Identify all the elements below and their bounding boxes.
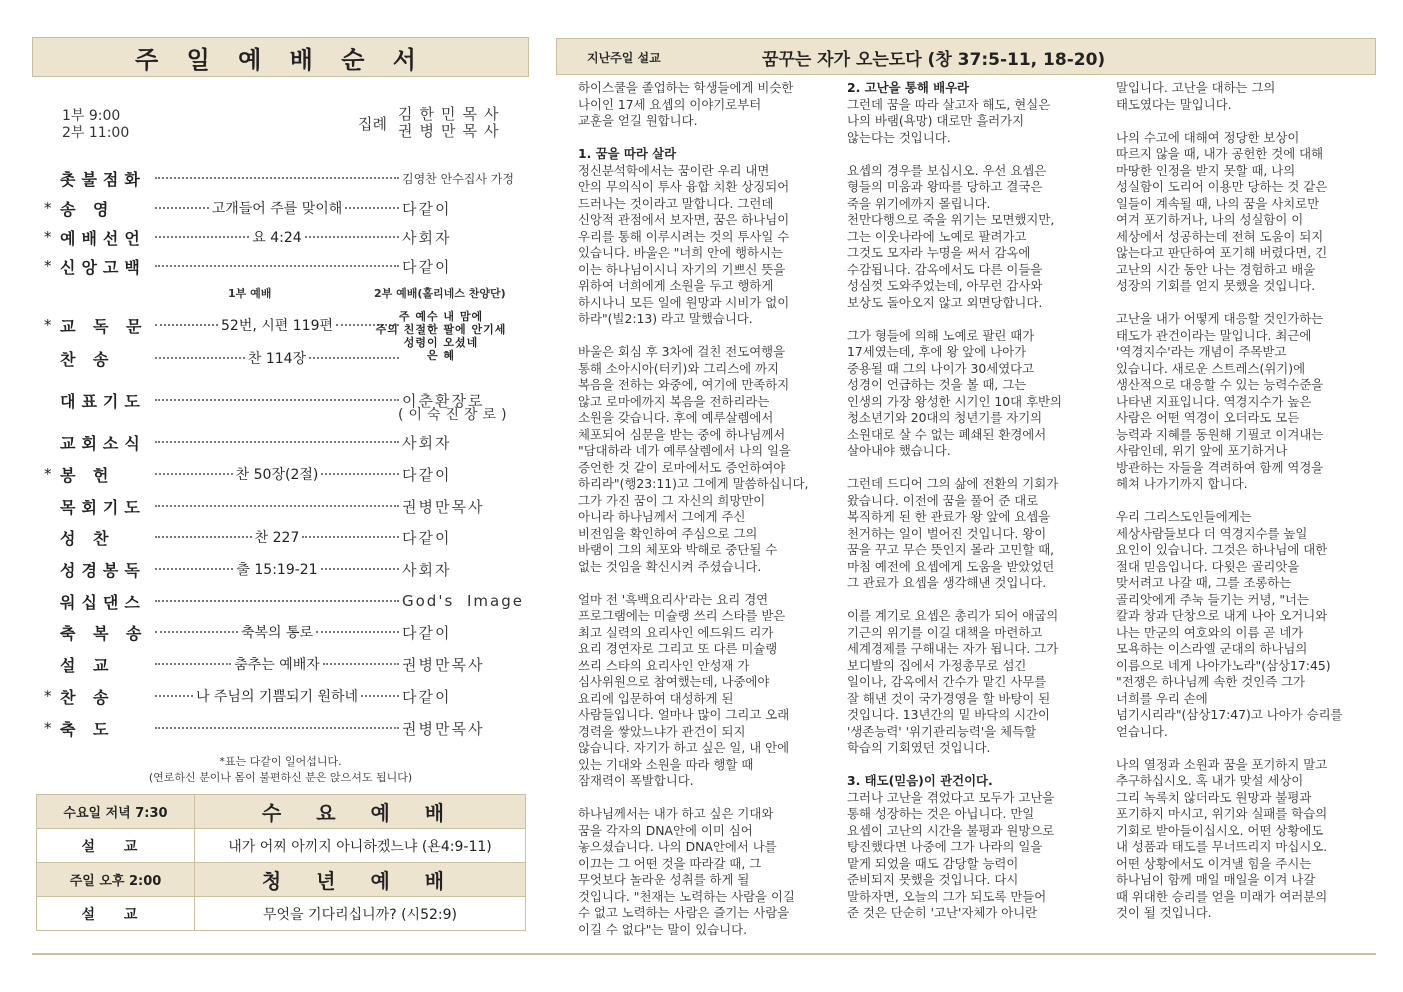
worship-order-title: 주 일 예 배 순 서 bbox=[32, 37, 529, 77]
sermon-column-3 bbox=[1116, 80, 1366, 938]
order-item-person: 다같이 bbox=[402, 199, 452, 218]
order-row bbox=[44, 587, 524, 615]
order-row bbox=[44, 618, 524, 646]
stand-marker: * bbox=[44, 228, 52, 246]
order-item-label: 대표기도 bbox=[60, 391, 146, 411]
order-item-label: 축 도 bbox=[60, 719, 115, 739]
sermon-paragraph: 그런데 꿈을 따라 살고자 해도, 현실은 나의 바램(욕망) 대로만 흘러가지 않는다는 것입니다. bbox=[847, 96, 1051, 145]
sermon-paragraph: 고난을 내가 어떻게 대응할 것인가하는 태도가 관건이라는 말입니다. 최근에 '역경지수'라는 개념이 주목받고 있습니다. 새로운 스트레스(위기)에 생산적으로 대응할 수 있는 능력수준을 나타낸 지표입니다. 역경지수가 높은 사람은 어떤 역경이 오더라도 모든 능력과 지혜를 동원해 기필코 이겨내는 사람인데, 위기 앞에 포기하거나 방관하는 자들을 격려하여 함께 역경을 헤쳐 나가기까지 합니다. bbox=[1116, 311, 1324, 491]
dotted-leader bbox=[323, 663, 399, 665]
youth-service-title: 청 년 예 배 bbox=[195, 863, 526, 897]
order-item-label: 성 찬 bbox=[60, 528, 115, 548]
second-service-line: 주 예수 내 맘에 bbox=[398, 310, 484, 323]
order-row bbox=[44, 460, 524, 488]
dotted-leader bbox=[155, 207, 209, 209]
order-item-detail: 요 4:24 bbox=[252, 230, 302, 246]
wednesday-service-title: 수 요 예 배 bbox=[195, 795, 526, 829]
leader-names bbox=[398, 106, 505, 140]
sermon-title: 꿈꾸는 자가 오는도다 (창 37:5-11, 18-20) bbox=[762, 50, 1106, 70]
sermon-column-2 bbox=[847, 80, 1099, 938]
dotted-leader bbox=[305, 236, 399, 238]
youth-sermon-label: 설 교 bbox=[37, 897, 195, 931]
sermon-section-heading: 1. 꿈을 따라 살라 bbox=[578, 146, 677, 161]
stand-marker: * bbox=[44, 719, 52, 737]
order-item-person: 권병만목사 bbox=[402, 655, 485, 674]
order-item-person: 다같이 bbox=[402, 465, 452, 484]
order-item-label: 교 독 문 bbox=[60, 316, 148, 336]
order-row bbox=[44, 223, 524, 251]
order-item-person: 사회자 bbox=[402, 433, 452, 452]
sermon-paragraph: 얼마 전 '흑백요리사'라는 요리 경연 프로그램에는 미슐랭 쓰리 스타를 받은 최고 실력의 요리사인 에드워드 리가 요리 경연자로 그리고 또 다른 미슐랭 쓰리 스타의 요리사인 안성재 가 심사위원으로 참여했는데, 나중에야 요리에 입문하여 대성하게 된 사람들입니다. 얼마나 많이 그리고 오래 경력을 쌓았느냐가 관건이 되지 않습니다. 자기가 하고 싶은 일, 내 안에 있는 기대와 소원을 따라 행할 때 잠재력이 폭발합니다. bbox=[578, 591, 790, 788]
order-item-middle bbox=[152, 399, 402, 401]
order-item-middle bbox=[152, 464, 402, 484]
wednesday-sermon-label: 설 교 bbox=[37, 829, 195, 863]
order-item-detail: 나 주님의 기쁨되기 원하네 bbox=[195, 689, 359, 705]
sermon-paragraph: 말입니다. 고난을 대하는 그의 태도였다는 말입니다. bbox=[1116, 80, 1276, 112]
dotted-leader bbox=[155, 663, 231, 665]
order-item-middle bbox=[152, 505, 402, 507]
dotted-leader bbox=[316, 631, 399, 633]
leader-name-1: 김한민목사 bbox=[398, 105, 506, 123]
order-item-person: 다같이 bbox=[402, 623, 452, 642]
second-service-line: 성령이 오셨네 bbox=[403, 336, 479, 349]
sermon-paragraph: 그런데 드디어 그의 삶에 전환의 기회가 왔습니다. 이전에 꿈을 풀어 준 대로 복직하게 된 한 관료가 왕 앞에 요셉을 천거하는 일이 벌어진 것입니다. 왕이 꿈을 꾸고 무슨 뜻인지 몰라 고민할 때, 마침 예전에 요셉에게 도움을 받았었던 그 관료가 요셉을 생각해낸 것입니다. bbox=[847, 476, 1059, 590]
order-item-person: 이춘환장로 bbox=[402, 391, 485, 410]
sermon-paragraph: 우리 그리스도인들에게는 세상사람들보다 더 역경지수를 높일 요인이 있습니다. 그것은 하나님에 대한 절대 믿음입니다. 다윗은 골리앗을 맞서려고 나갈 때, 그를 조롱하는 골리앗에게 주눅 들기는 커녕, "너는 칼과 창과 단창으로 내게 나아 오거니와 나는 만군의 여호와의 이름 곧 네가 모욕하는 이스라엘 군대의 하나님의 이름으로 네게 나아가노라"(삼상17:45) "전쟁은 하나님께 속한 것인즉 그가 너희를 우리 손에 넘기시리라"(삼상17:47)고 나아가 승리를 얻습니다. bbox=[1116, 509, 1343, 739]
order-item-middle bbox=[152, 600, 402, 602]
order-item-person: 김영찬 안수집사 가정 bbox=[402, 171, 514, 186]
order-row bbox=[44, 650, 524, 678]
sermon-kicker: 지난주일 설교 bbox=[587, 51, 661, 65]
dotted-leader bbox=[155, 695, 193, 697]
order-item-label: 신앙고백 bbox=[60, 257, 146, 277]
dotted-leader bbox=[155, 631, 238, 633]
order-item-middle bbox=[152, 727, 402, 729]
standing-note: *표는 다같이 일어섭니다. bbox=[219, 755, 342, 768]
prayer-second-leader: (이숙진장로) bbox=[398, 407, 512, 423]
order-item-detail: 축복의 통로 bbox=[240, 625, 314, 641]
service-time-2: 2부 11:00 bbox=[62, 125, 130, 141]
order-item-detail: 출 15:19-21 bbox=[236, 562, 318, 578]
order-item-detail: 52번, 시편 119편 bbox=[221, 318, 333, 334]
stand-marker: * bbox=[44, 465, 52, 483]
order-item-person: 사회자 bbox=[402, 228, 452, 247]
order-item-label: 성경봉독 bbox=[60, 560, 146, 580]
second-service-line: 주의 친절한 팔에 안기세 bbox=[375, 323, 507, 336]
service-header-1: 1부 예배 bbox=[228, 287, 272, 300]
sermon-paragraph: 이를 계기로 요셉은 총리가 되어 애굽의 기근의 위기를 이길 대책을 마련하고 세계경제를 구해내는 자가 됩니다. 그가 보디발의 집에서 가정총무로 섬긴 일이나, 감옥에서 간수가 맡긴 사무를 잘 해낸 것이 국가경영을 할 바탕이 된 것입니다. 13년간의 밑 바닥의 시간이 '생존능력' '위기관리능력'을 체득할 학습의 기회였던 것입니다. bbox=[847, 608, 1059, 755]
order-item-middle bbox=[152, 227, 402, 247]
order-item-label: 목회기도 bbox=[60, 497, 146, 517]
leader-label: 집례 bbox=[358, 115, 387, 133]
dotted-leader bbox=[155, 505, 399, 507]
order-item-person: 권병만목사 bbox=[402, 497, 485, 516]
youth-sermon-title: 무엇을 기다리십니까? (시52:9) bbox=[195, 897, 526, 931]
sermon-paragraph: 바울은 회심 후 3차에 걸친 전도여행을 통해 소아시아(터키)와 그리스에 까지 복음을 전하는 와중에, 여기에 만족하지 않고 로마에까지 복음을 전하리라는 소원을 갖습니다. 후에 예루살렘에서 체포되어 심문을 받는 중에 하나님께서 "담대하라 네가 예루살렘에서 나의 일을 증언한 것 같이 로마에서도 증언하여야 하리라"(행23:11)고 그에게 말씀하십니다, 그가 가진 꿈이 그 자신의 희망만이 아니라 하나님께서 그에게 주신 비전임을 확인하여 주심으로 그의 바램이 그의 체포와 박해로 중단될 수 없는 것임을 확신시켜 주셨습니다. bbox=[578, 344, 809, 574]
order-item-label: 축 복 송 bbox=[60, 623, 148, 643]
order-item-person: God's Image bbox=[402, 592, 524, 610]
order-item-person: 다같이 bbox=[402, 687, 452, 706]
dotted-leader bbox=[155, 177, 399, 179]
youth-time: 주일 오후 2:00 bbox=[37, 863, 195, 897]
dotted-leader bbox=[155, 727, 399, 729]
order-item-detail: 찬 114장 bbox=[247, 351, 307, 367]
sermon-paragraph: 하나님께서는 내가 하고 싶은 기대와 꿈을 각자의 DNA안에 이미 심어 놓으셨습니다. 나의 DNA안에서 나를 이끄는 그 어떤 것을 따라갈 때, 그 무엇보다 놀라운 성취를 하게 될 것입니다. "천재는 노력하는 사람을 이길 수 없고 노력하는 사람은 즐기는 사람을 이길 수 없다"는 말이 있습니다. bbox=[578, 806, 795, 937]
order-item-label: 예배선언 bbox=[60, 228, 146, 248]
order-row bbox=[44, 714, 524, 742]
order-item-label: 촛불점화 bbox=[60, 169, 146, 189]
stand-marker: * bbox=[44, 687, 52, 705]
order-item-middle bbox=[152, 527, 402, 547]
dotted-leader bbox=[155, 536, 252, 538]
dotted-leader bbox=[321, 473, 399, 475]
order-item-middle bbox=[152, 654, 402, 674]
dotted-leader bbox=[155, 441, 399, 443]
dotted-leader bbox=[155, 399, 399, 401]
order-item-detail: 찬 227 bbox=[254, 530, 300, 546]
order-item-middle bbox=[152, 265, 402, 267]
dotted-leader bbox=[155, 357, 245, 359]
order-row bbox=[44, 523, 524, 551]
stand-marker: * bbox=[44, 257, 52, 275]
order-row bbox=[44, 194, 524, 222]
order-row bbox=[44, 252, 524, 280]
order-item-middle bbox=[152, 441, 402, 443]
leader-name-2: 권병만목사 bbox=[398, 122, 506, 140]
sermon-paragraph: 정신분석학에서는 꿈이란 우리 내면 안의 무의식이 투사 융합 치환 상징되어 드러나는 것이라고 말합니다. 그런데 신앙적 관점에서 보자면, 꿈은 하나님이 우리를 통해 이루시려는 것의 투사일 수 있습니다. 바울은 "너희 안에 행하시는 이는 하나님이시니 자기의 기쁘신 뜻을 위하여 너희에게 소원을 두고 행하게 하시나니 모든 일에 원망과 시비가 없이 하라"(빌2:13) 라고 말했습니다. bbox=[578, 162, 790, 326]
second-service-line: 은 혜 bbox=[426, 349, 456, 362]
order-item-person: 권병만목사 bbox=[402, 719, 485, 738]
sermon-paragraph: 나의 열정과 소원과 꿈을 포기하지 말고 추구하십시오. 혹 내가 맞설 세상이 그리 녹록치 않더라도 원망과 불평과 포기하지 마시고, 위기와 실패를 학습의 기회로 받아들이십시오. 어떤 상황에도 내 성품과 태도를 무너뜨리지 마십시오. 어떤 상황에서도 이겨낼 힘을 주시는 하나님이 함께 매일 매일을 이겨 나갈 때 위대한 승리를 얻을 미래가 여러분의 것이 될 것입니다. bbox=[1116, 756, 1328, 920]
dotted-leader bbox=[155, 236, 249, 238]
order-item-middle bbox=[152, 686, 402, 706]
wednesday-sermon-title: 내가 어찌 아끼지 아니하겠느냐 (욘4:9-11) bbox=[195, 829, 526, 863]
order-item-person: 다같이 bbox=[402, 257, 452, 276]
order-item-label: 찬 송 bbox=[60, 349, 115, 369]
sermon-paragraph: 그러나 고난을 겪었다고 모두가 고난을 통해 성장하는 것은 아닙니다. 만일 요셉이 고난의 시간을 불평과 원망으로 탕진했다면 나중에 그가 나라의 일을 맡게 되었을 때도 감당할 능력이 준비되지 못했을 것입니다. 다시 말하자면, 오늘의 그가 되도록 만들어 준 것은 단순히 '고난'자체가 아니란 bbox=[847, 789, 1055, 920]
other-services-table bbox=[36, 794, 526, 931]
sermon-header bbox=[556, 38, 1376, 75]
order-item-label: 워십댄스 bbox=[60, 592, 146, 612]
order-item-detail: 찬 50장(2절) bbox=[235, 467, 319, 483]
dotted-leader bbox=[321, 568, 399, 570]
order-item-label: 송 영 bbox=[60, 199, 115, 219]
stand-marker: * bbox=[44, 199, 52, 217]
order-row bbox=[44, 492, 524, 520]
stand-marker: * bbox=[44, 316, 52, 334]
sermon-paragraph: 요셉의 경우를 보십시오. 우선 요셉은 형들의 미움과 왕따를 당하고 결국은 죽을 위기에까지 몰립니다. 천만다행으로 죽을 위기는 모면했지만, 그는 이웃나라에 노예로 팔려가고 그것도 모자라 누명을 써서 감옥에 수감됩니다. 감옥에서도 다른 이들을 성심껏 도와주었는데, 아무런 감사와 보상도 돌아오지 않고 외면당합니다. bbox=[847, 162, 1055, 310]
order-item-label: 봉 헌 bbox=[60, 465, 115, 485]
order-row bbox=[44, 164, 524, 192]
dotted-leader bbox=[155, 265, 399, 267]
sermon-paragraph: 나의 수고에 대해여 정당한 보상이 따르지 않을 때, 내가 공헌한 것에 대해 마땅한 인정을 받지 못할 때, 나의 성실함이 도리어 이용만 당하는 것 같은 일들이 계속될 때, 나의 꿈을 사치로만 여겨 포기하거나, 나의 성실함이 이 세상에서 성공하는데 전혀 도움이 되지 않는다고 판단하여 포기해 버렸다면, 긴 고난의 시간 동안 나는 경험하고 배울 성장의 기회를 얻지 못했을 것입니다. bbox=[1116, 129, 1328, 293]
service-time-1: 1부 9:00 bbox=[62, 108, 121, 124]
order-item-middle bbox=[152, 198, 402, 218]
dotted-leader bbox=[155, 600, 399, 602]
sermon-paragraph: 하이스쿨을 졸업하는 학생들에게 비슷한 나이인 17세 요셉의 이야기로부터 교훈을 얻길 원합니다. bbox=[578, 80, 794, 128]
order-item-middle bbox=[152, 559, 402, 579]
sermon-paragraph: 그가 형들에 의해 노예로 팔린 때가 17세였는데, 후에 왕 앞에 나아가 중용될 때 그의 나이가 30세였다고 성경이 언급하는 것을 볼 때, 그는 인생의 가장 왕성한 시기인 10대 후반의 청소년기와 20대의 청년기를 자기의 소원대로 살 수 없는 폐쇄된 환경에서 살아내야 했습니다. bbox=[847, 327, 1062, 458]
order-item-detail: 고개들어 주를 맞이해 bbox=[211, 201, 343, 217]
wednesday-time: 수요일 저녁 7:30 bbox=[37, 795, 195, 829]
order-row bbox=[44, 682, 524, 710]
sermon-section-heading: 3. 태도(믿음)이 관건이다. bbox=[847, 773, 993, 788]
dotted-leader bbox=[155, 473, 233, 475]
order-item-person: 다같이 bbox=[402, 528, 452, 547]
footer-divider bbox=[32, 953, 1376, 955]
order-item-detail: 춤추는 예배자 bbox=[234, 657, 320, 673]
dotted-leader bbox=[155, 324, 218, 326]
sermon-section-heading: 2. 고난을 통해 배우라 bbox=[847, 80, 970, 95]
order-item-person: 사회자 bbox=[402, 560, 452, 579]
order-item-middle bbox=[152, 622, 402, 642]
responsive-reading-second-service bbox=[356, 310, 526, 362]
seating-note: (연로하신 분이나 몸이 불편하신 분은 앉으셔도 됩니다) bbox=[148, 771, 413, 784]
order-item-label: 설 교 bbox=[60, 655, 115, 675]
order-item-label: 찬 송 bbox=[60, 687, 115, 707]
dotted-leader bbox=[345, 207, 399, 209]
dotted-leader bbox=[155, 568, 233, 570]
sermon-column-1 bbox=[578, 80, 832, 955]
order-row bbox=[44, 555, 524, 583]
order-row bbox=[44, 428, 524, 456]
dotted-leader bbox=[302, 536, 399, 538]
order-item-label: 교회소식 bbox=[60, 433, 146, 453]
order-item-middle bbox=[152, 177, 402, 179]
dotted-leader bbox=[361, 695, 399, 697]
service-times bbox=[62, 108, 129, 142]
service-header-2: 2부 예배(홀리네스 찬양단) bbox=[374, 287, 506, 300]
